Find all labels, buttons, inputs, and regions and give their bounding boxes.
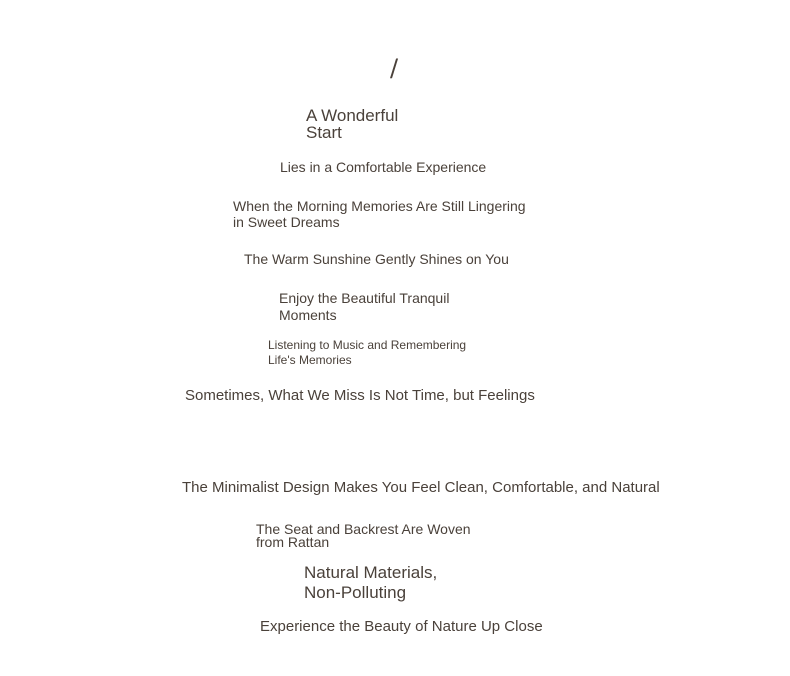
slash-divider: / xyxy=(390,54,399,82)
text-comfortable-experience: Lies in a Comfortable Experience xyxy=(280,159,487,175)
headline-wonderful-start: A Wonderful Start xyxy=(306,106,399,142)
text-morning-memories: When the Morning Memories Are Still Lingering in Sweet Dreams xyxy=(233,198,526,230)
text-minimalist-design: The Minimalist Design Makes You Feel Clean, Comfortable, and Natural xyxy=(182,479,660,496)
text-miss-feelings: Sometimes, What We Miss Is Not Time, but Feelings xyxy=(185,387,535,404)
text-beauty-of-nature: Experience the Beauty of Nature Up Close xyxy=(260,618,543,635)
text-natural-materials: Natural Materials, Non-Polluting xyxy=(304,563,438,602)
text-rattan-seat: The Seat and Backrest Are Woven from Rattan xyxy=(256,521,471,550)
text-music-memories: Listening to Music and Remembering Life's Memories xyxy=(268,338,467,367)
text-tranquil-moments: Enjoy the Beautiful Tranquil Moments xyxy=(279,290,450,323)
text-warm-sunshine: The Warm Sunshine Gently Shines on You xyxy=(244,251,509,267)
